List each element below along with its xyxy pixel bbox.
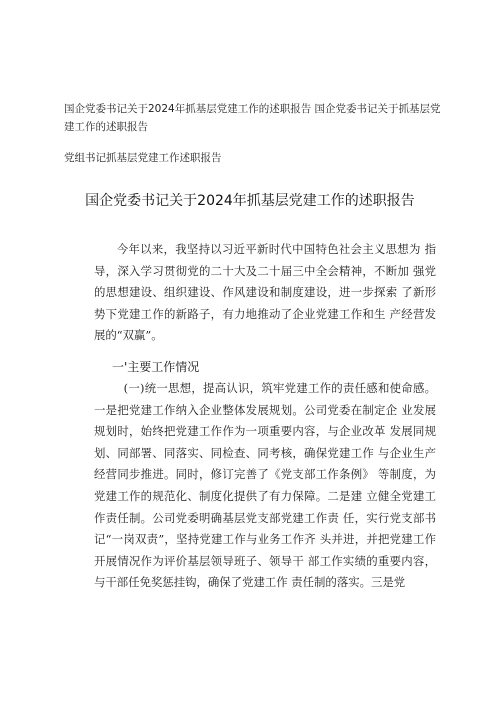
main-title: 国企党委书记关于2024年抓基层党建工作的述职报告 <box>85 193 415 209</box>
header-title: 国企党委书记关于2024年抓基层党建工作的述职报告 国企党委书记关于抓基层党建工作的述职报告 <box>64 103 441 133</box>
sub-title: 党组书记抓基层党建工作述职报告 <box>64 152 222 164</box>
intro-paragraph: 今年以来，我坚持以习近平新时代中国特色社会主义思想为 指导，深入学习贯彻党的二十大及二十届三中全会精神，不断加 强党的思想建设、组织建设、作风建设和制度建设，进一步探索 了新形势下党建工作的新路子，有力地推动了企业党建工作和生 产经营发展的“双赢”。 <box>94 242 436 343</box>
section-heading: 一'主要工作情况 <box>112 360 200 374</box>
section-paragraph: (一)统一思想，提高认识，筑牢党建工作的责任感和使命感。一是把党建工作纳入企业整体发展规划。公司党委在制定企 业发展规划时，始终把党建工作作为一项重要内容，与企业改革 发展同规划、同部署、同落实、同检查、同考核，确保党建工作 与企业生产经营同步推进。同时，修订完善了《党支部工作条例》 等制度，为党建工作的规范化、制度化提供了有力保障。二是建 立健全党建工作责任制。公司党委明确基层党支部党建工作责 任，实行党支部书记“一岗双责”，坚持党建工作与业务工作齐 头并进，并把党建工作开展情况作为评价基层领导班子、领导干 部工作实绩的重要内容，与干部任免奖惩挂钩，确保了党建工作 责任制的落实。三是党 <box>94 381 436 590</box>
